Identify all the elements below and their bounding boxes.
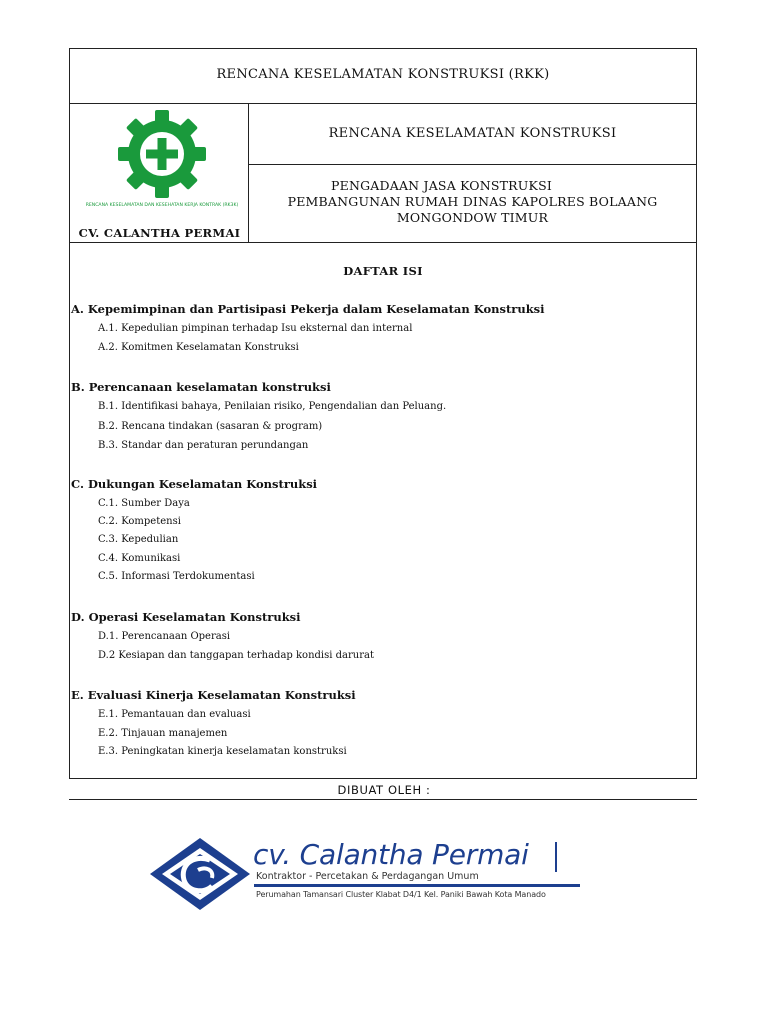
safety-gear-logo-icon <box>70 104 249 214</box>
toc-item: B.3. Standar dan peraturan perundangan <box>98 440 309 451</box>
brand-tagline: Kontraktor - Percetakan & Perdagangan Umum <box>256 871 479 882</box>
toc-item: B.2. Rencana tindakan (sasaran & program) <box>98 421 323 432</box>
brand-divider <box>555 842 557 872</box>
project-line-3: MONGONDOW TIMUR <box>396 210 549 225</box>
toc-item: E.2. Tinjauan manajemen <box>98 728 228 739</box>
toc-item: E.1. Pemantauan dan evaluasi <box>98 709 251 720</box>
toc-title: DAFTAR ISI <box>343 264 423 278</box>
company-name: CV. CALANTHA PERMAI <box>78 226 241 240</box>
toc-section-a: A. Kepemimpinan dan Partisipasi Pekerja dalam Keselamatan Konstruksi <box>71 302 545 316</box>
toc-item: C.5. Informasi Terdokumentasi <box>98 571 255 582</box>
toc-item: D.2 Kesiapan dan tanggapan terhadap kondisi darurat <box>98 650 374 661</box>
brand-name: cv. Calantha Permai <box>253 838 529 871</box>
brand-address: Perumahan Tamansari Cluster Klabat D4/1 Kel. Paniki Bawah Kota Manado <box>256 890 546 899</box>
project-line-2: PEMBANGUNAN RUMAH DINAS KAPOLRES BOLAANG <box>287 194 658 209</box>
brand-bar <box>254 884 580 887</box>
toc-item: C.2. Kompetensi <box>98 516 181 527</box>
document-frame <box>69 48 697 779</box>
toc-item: A.1. Kepedulian pimpinan terhadap Isu eksternal dan internal <box>98 323 413 334</box>
row-divider <box>249 164 696 165</box>
logo-caption: RENCANA KESELAMATAN DAN KESEHATAN KERJA KONTRAK (RK3K) <box>85 203 239 208</box>
toc-item: E.3. Peningkatan kinerja keselamatan konstruksi <box>98 746 347 757</box>
project-title <box>249 178 696 226</box>
toc-item: B.1. Identifikasi bahaya, Penilaian risiko, Pengendalian dan Peluang. <box>98 401 447 412</box>
toc-item: C.3. Kepedulian <box>98 534 179 545</box>
company-logo-icon <box>148 836 252 912</box>
toc-item: D.1. Perencanaan Operasi <box>98 631 231 642</box>
footer-divider <box>69 799 697 800</box>
toc-section-d: D. Operasi Keselamatan Konstruksi <box>71 610 301 624</box>
toc-item: A.2. Komitmen Keselamatan Konstruksi <box>98 342 299 353</box>
made-by-label: DIBUAT OLEH : <box>337 783 431 797</box>
company-brand <box>148 836 588 912</box>
toc-item: C.1. Sumber Daya <box>98 498 190 509</box>
toc-item: C.4. Komunikasi <box>98 553 181 564</box>
plan-title: RENCANA KESELAMATAN KONSTRUKSI <box>328 126 617 141</box>
document-title: RENCANA KESELAMATAN KONSTRUKSI (RKK) <box>216 67 550 82</box>
toc-section-c: C. Dukungan Keselamatan Konstruksi <box>71 477 318 491</box>
toc-section-b: B. Perencanaan keselamatan konstruksi <box>71 380 331 394</box>
toc-section-e: E. Evaluasi Kinerja Keselamatan Konstruksi <box>71 688 356 702</box>
row-divider <box>70 242 696 243</box>
logo-cell <box>70 104 249 242</box>
project-line-1: PENGADAAN JASA KONSTRUKSI <box>331 178 552 193</box>
